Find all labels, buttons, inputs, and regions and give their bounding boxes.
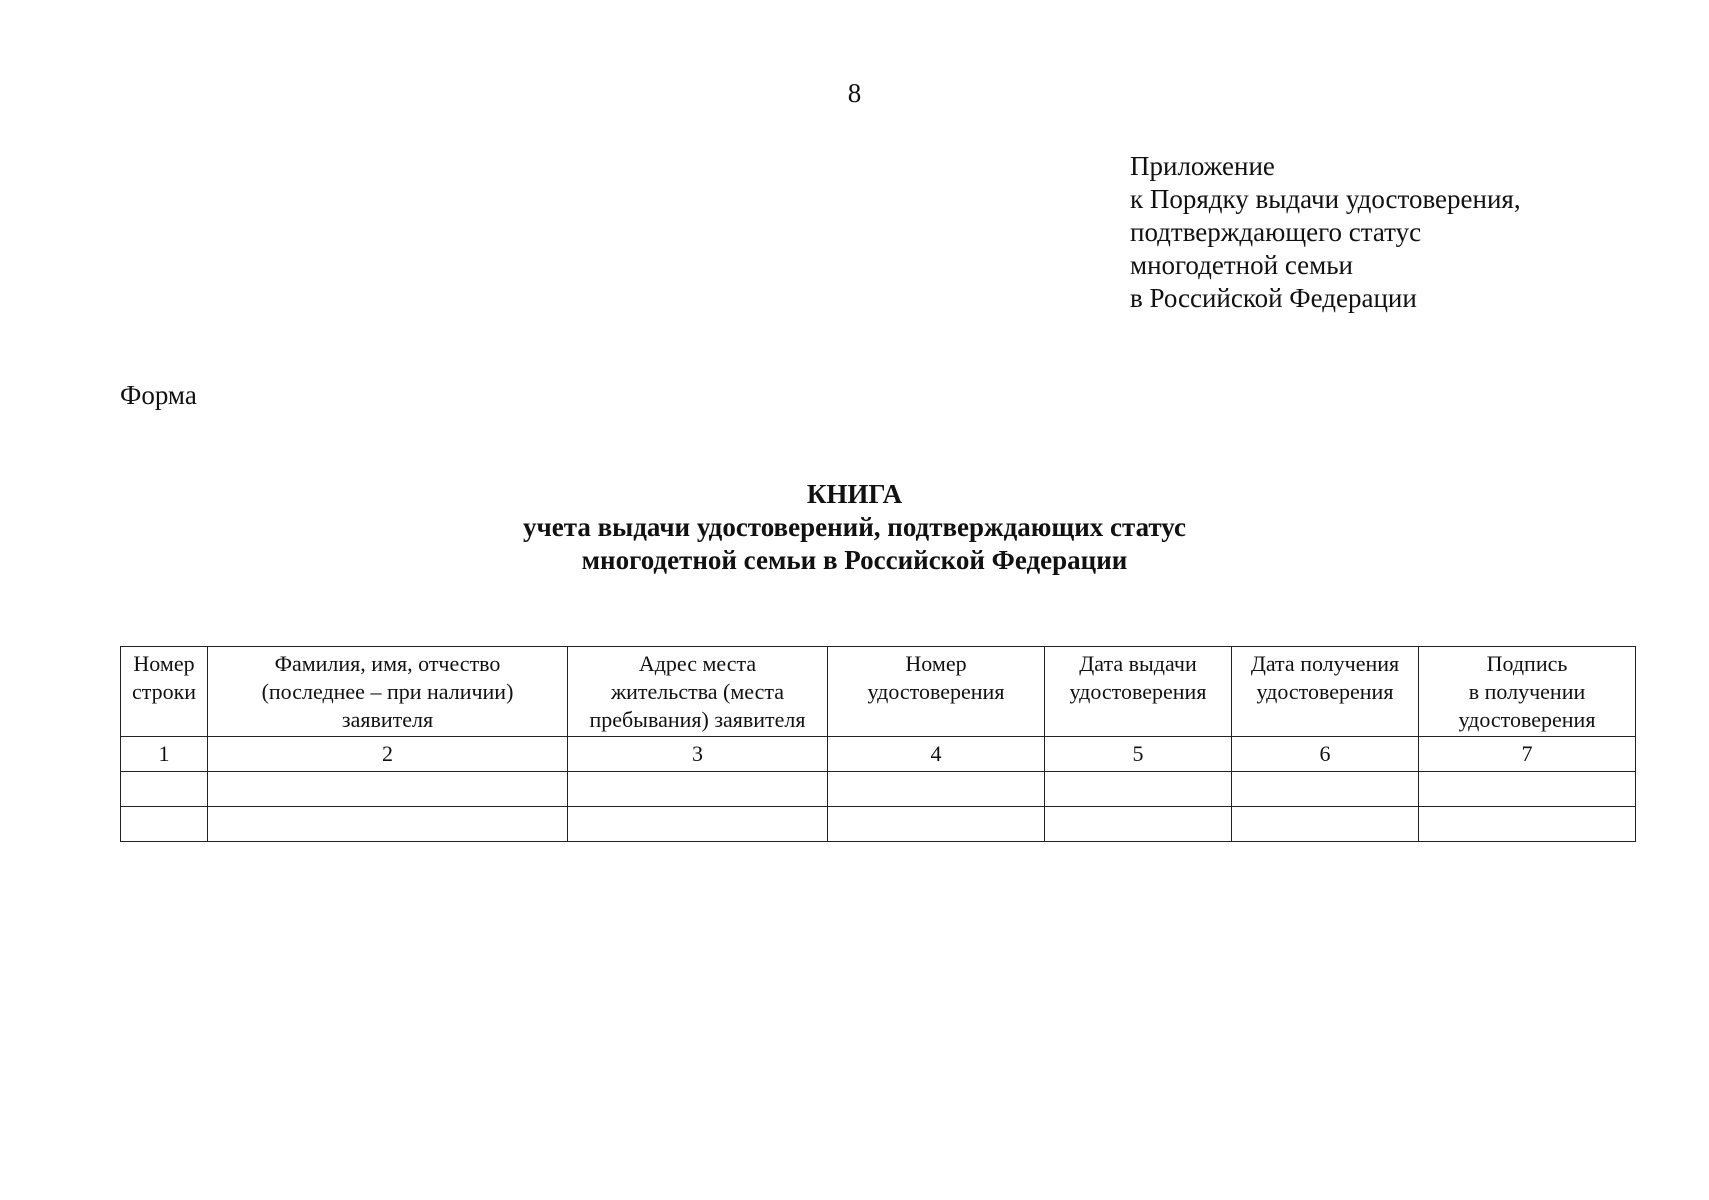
empty-cell xyxy=(568,807,828,842)
header-text: Номер xyxy=(133,651,195,676)
empty-cell xyxy=(121,807,208,842)
header-row-number xyxy=(121,647,208,737)
header-certificate-number xyxy=(828,647,1045,737)
column-number-cell: 4 xyxy=(828,737,1045,772)
header-text: в получении xyxy=(1468,679,1586,704)
title-line-3: многодетной семьи в Российской Федерации xyxy=(581,545,1128,575)
empty-cell xyxy=(208,807,568,842)
header-text: удостоверения xyxy=(1256,679,1394,704)
header-text: (последнее – при наличии) xyxy=(261,679,514,704)
column-number-cell: 2 xyxy=(208,737,568,772)
empty-cell xyxy=(1232,807,1419,842)
header-receipt-date xyxy=(1232,647,1419,737)
header-text: заявителя xyxy=(341,707,434,732)
empty-cell xyxy=(568,772,828,807)
empty-cell xyxy=(1045,807,1232,842)
empty-cell xyxy=(208,772,568,807)
column-number-row xyxy=(121,737,1636,772)
header-text: Подпись xyxy=(1486,651,1568,676)
appendix-line: к Порядку выдачи удостоверения, xyxy=(1130,184,1521,214)
appendix-line: многодетной семьи xyxy=(1130,250,1353,280)
column-number-cell: 6 xyxy=(1232,737,1419,772)
table-row xyxy=(121,772,1636,807)
header-issue-date xyxy=(1045,647,1232,737)
column-number-cell: 5 xyxy=(1045,737,1232,772)
ledger-table xyxy=(120,646,1636,842)
appendix-line: в Российской Федерации xyxy=(1130,283,1417,313)
appendix-line: подтверждающего статус xyxy=(1130,217,1422,247)
column-number-cell: 7 xyxy=(1419,737,1636,772)
header-applicant-name xyxy=(208,647,568,737)
document-title xyxy=(0,478,1709,577)
header-text: Номер xyxy=(905,651,967,676)
form-label: Форма xyxy=(120,380,197,410)
header-text: строки xyxy=(131,679,197,704)
header-text: Дата выдачи xyxy=(1079,651,1197,676)
empty-cell xyxy=(1045,772,1232,807)
header-address xyxy=(568,647,828,737)
header-text: удостоверения xyxy=(1069,679,1207,704)
column-number-cell: 3 xyxy=(568,737,828,772)
appendix-note xyxy=(1130,150,1521,315)
header-text: Фамилия, имя, отчество xyxy=(274,651,501,676)
column-number-cell: 1 xyxy=(121,737,208,772)
header-text: Адрес места xyxy=(638,651,757,676)
empty-cell xyxy=(1419,807,1636,842)
header-text: удостоверения xyxy=(867,679,1005,704)
title-line-1: КНИГА xyxy=(806,479,903,509)
empty-cell xyxy=(1419,772,1636,807)
title-line-2: учета выдачи удостоверений, подтверждающих статус xyxy=(523,512,1186,542)
header-text: удостоверения xyxy=(1458,707,1596,732)
empty-cell xyxy=(828,772,1045,807)
header-signature xyxy=(1419,647,1636,737)
header-text: Дата получения xyxy=(1250,651,1400,676)
header-row xyxy=(121,647,1636,737)
header-text: жительства (места xyxy=(610,679,785,704)
page-number: 8 xyxy=(847,78,862,108)
empty-cell xyxy=(121,772,208,807)
table-row xyxy=(121,807,1636,842)
empty-cell xyxy=(1232,772,1419,807)
appendix-line: Приложение xyxy=(1130,151,1275,181)
empty-cell xyxy=(828,807,1045,842)
header-text: пребывания) заявителя xyxy=(589,707,806,732)
